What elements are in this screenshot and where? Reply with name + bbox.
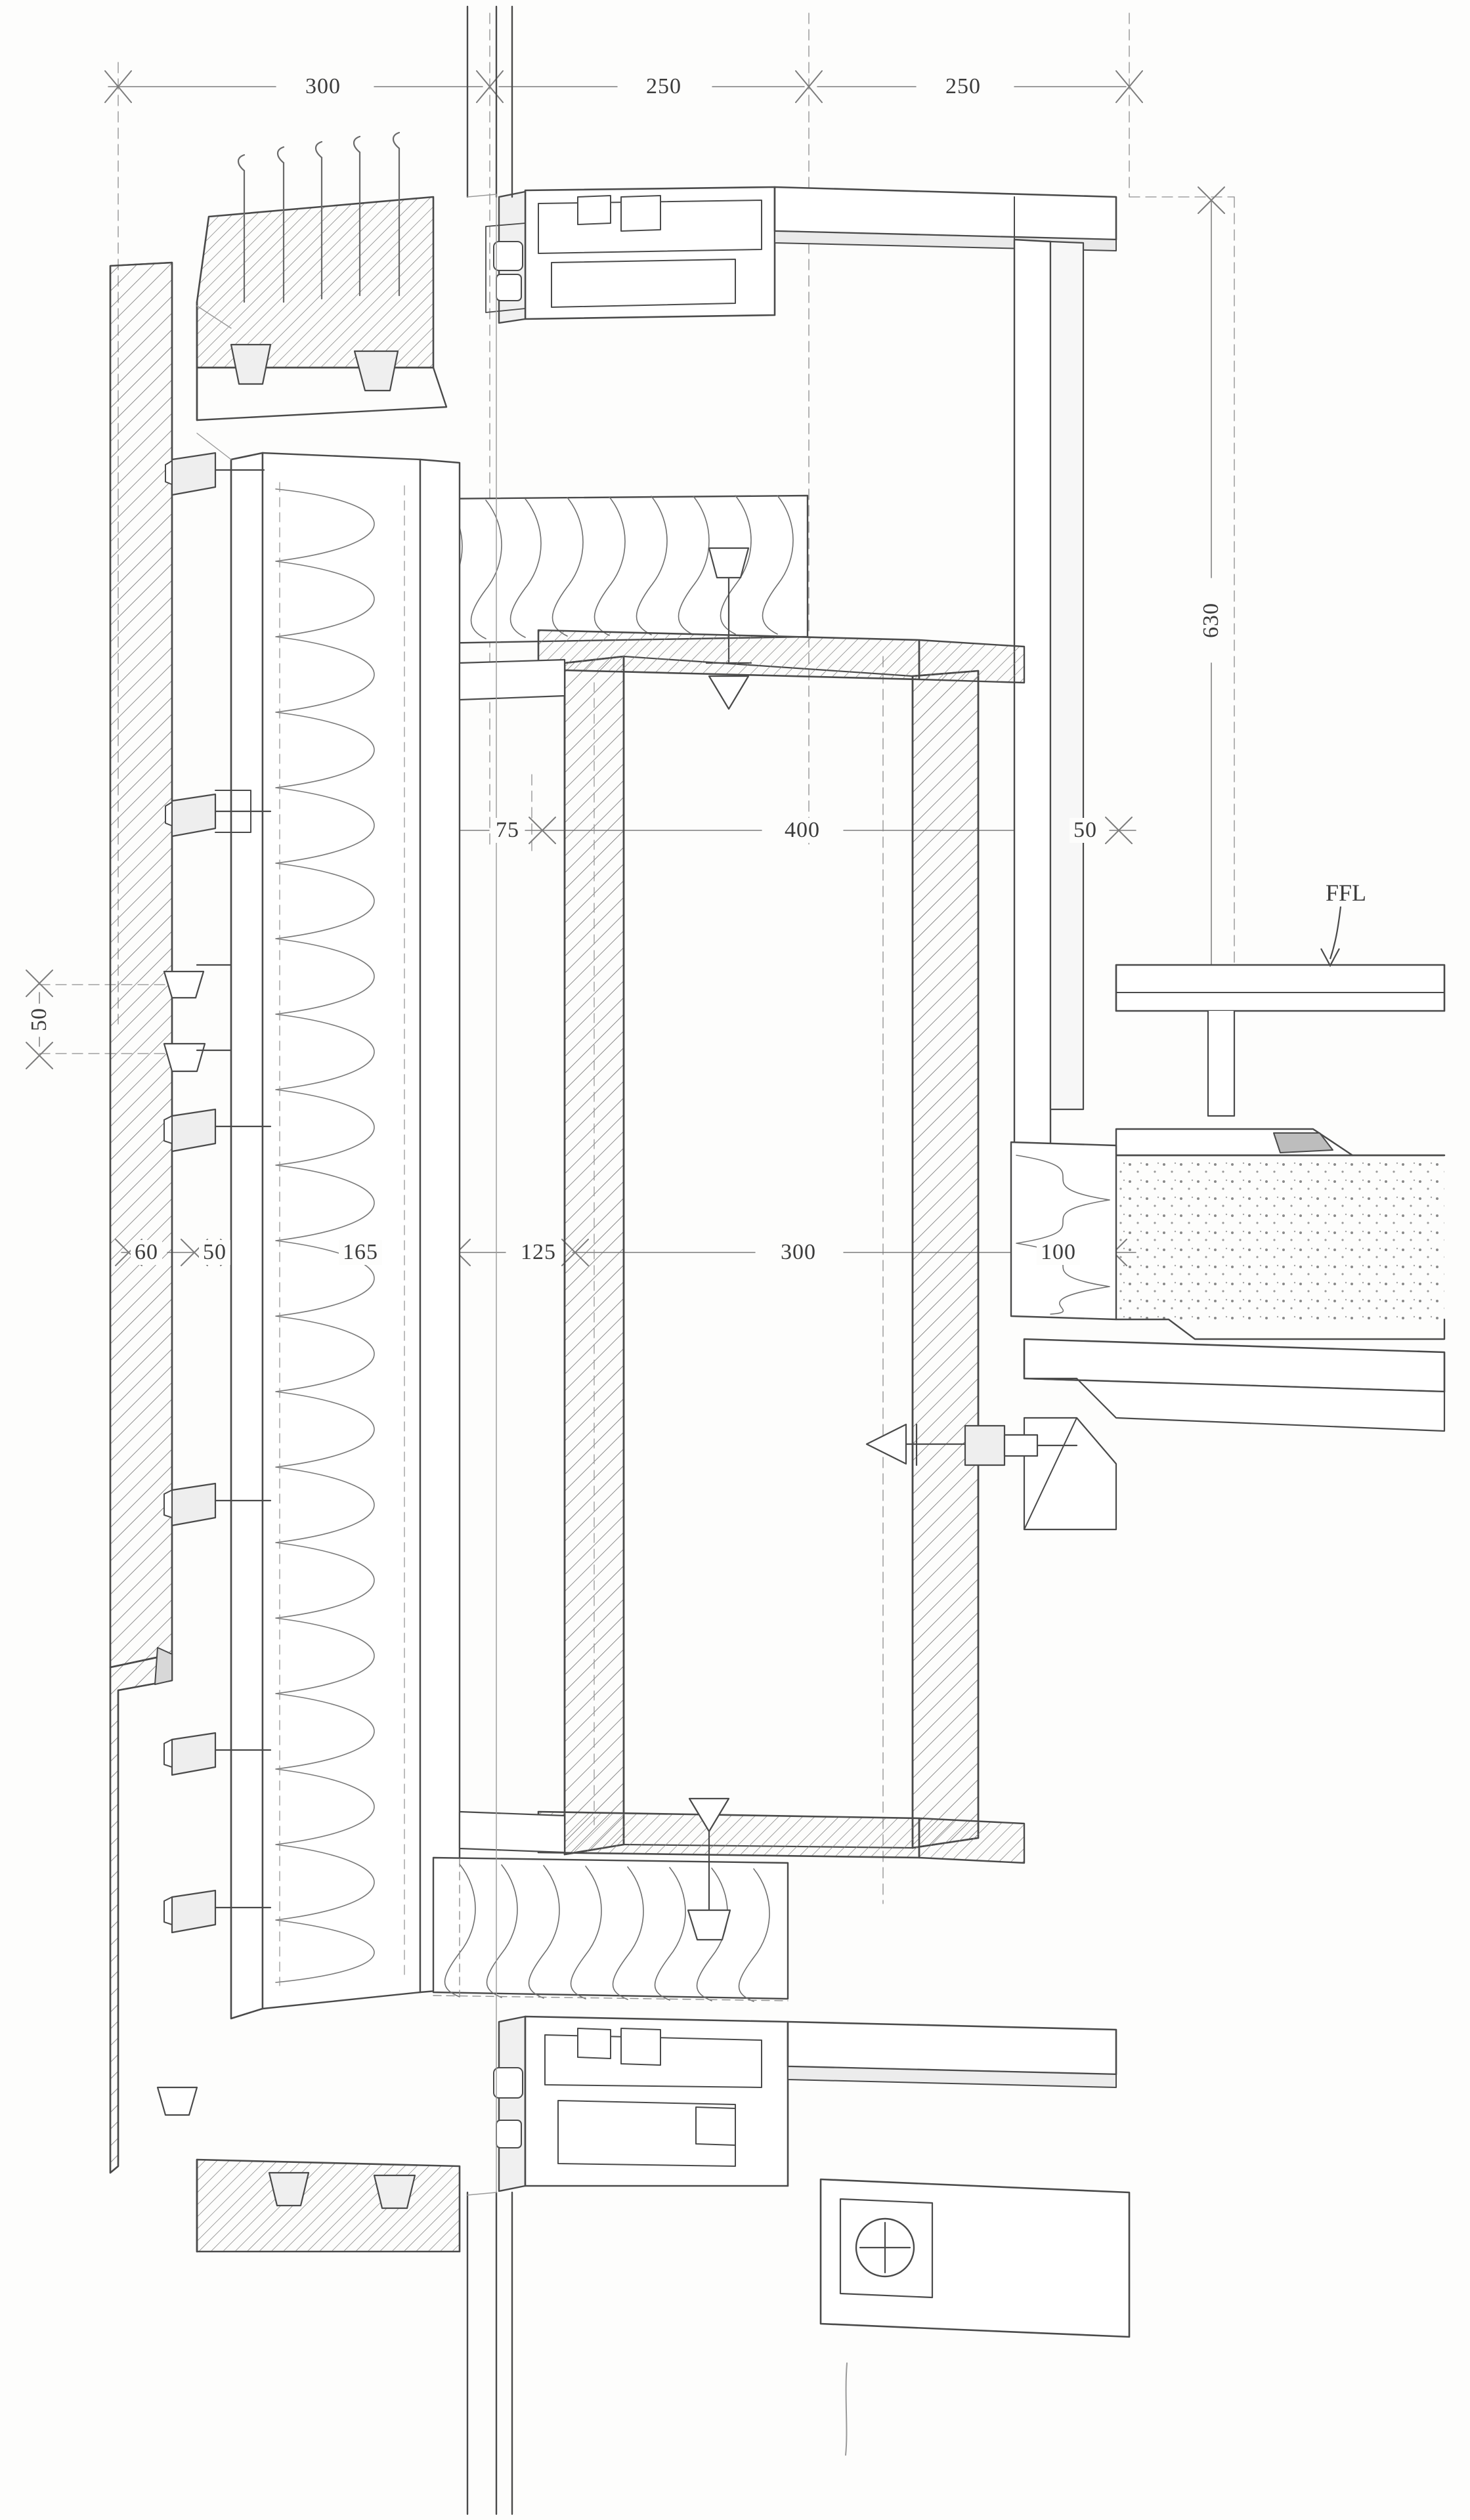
dimension-label: 50 — [1070, 818, 1101, 843]
dimension-label: 165 — [339, 1240, 382, 1265]
ffl-leader-arrow — [1287, 903, 1379, 975]
dimension-label: 125 — [517, 1240, 560, 1265]
dimension-label: 250 — [941, 74, 985, 99]
dimension-label: 100 — [1037, 1240, 1080, 1265]
dimension-label: 50 — [27, 1004, 52, 1035]
dimension-label: 300 — [777, 1240, 820, 1265]
dimension-label: 250 — [642, 74, 685, 99]
dimension-label: 630 — [1199, 599, 1224, 642]
ffl-annotation: FFL — [1325, 880, 1367, 906]
dimension-label: 75 — [492, 818, 523, 843]
dimension-label: 50 — [199, 1240, 230, 1265]
dimension-label: 400 — [781, 818, 824, 843]
dimension-label: 60 — [131, 1240, 162, 1265]
dimension-label: 300 — [301, 74, 345, 99]
